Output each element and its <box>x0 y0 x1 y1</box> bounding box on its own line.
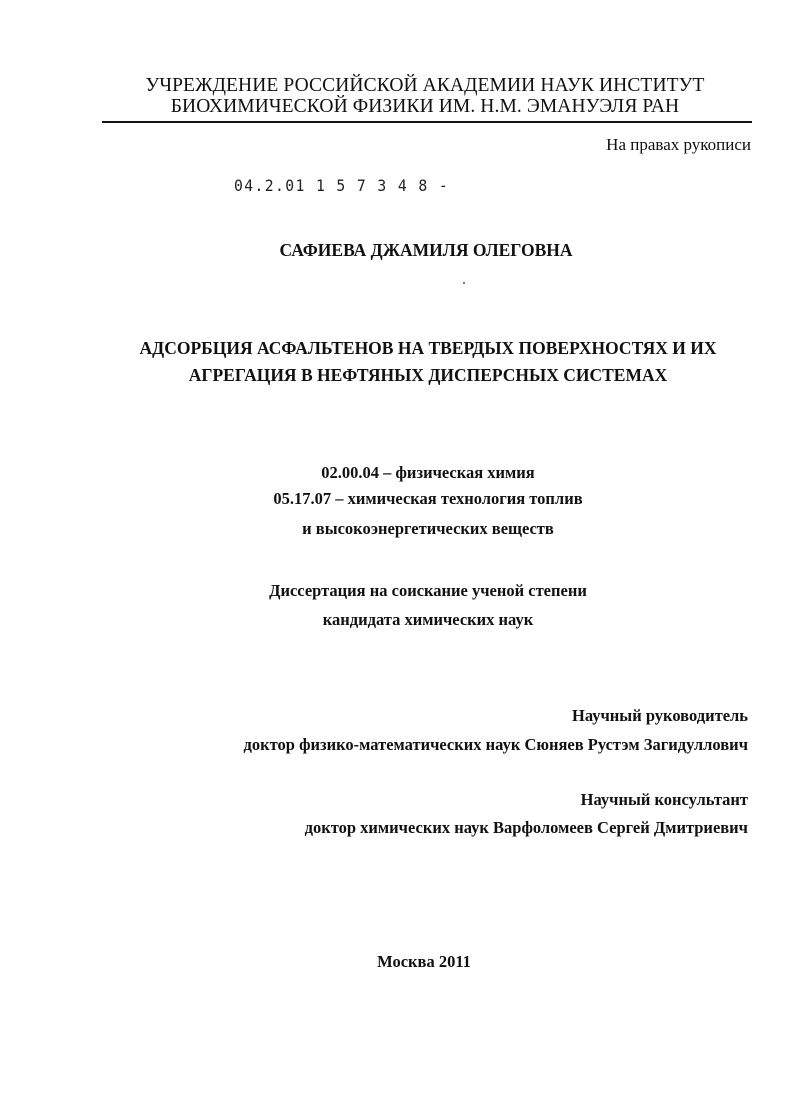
header-divider <box>102 121 752 123</box>
place-and-year: Москва 2011 <box>377 952 471 971</box>
supervisor-name: доктор физико-математических наук Сюняев Рустэм Загидуллович <box>243 735 748 754</box>
scan-speck <box>463 282 465 284</box>
rights-note: На правах рукописи <box>606 135 751 154</box>
consultant-role: Научный консультант <box>580 790 748 809</box>
specialty-line-3: и высокоэнергетических веществ <box>302 519 554 538</box>
institution-line-1: УЧРЕЖДЕНИЕ РОССИЙСКОЙ АКАДЕМИИ НАУК ИНСТИТУТ <box>145 75 705 96</box>
institution-line-2: БИОХИМИЧЕСКОЙ ФИЗИКИ ИМ. Н.М. ЭМАНУЭЛЯ РАН <box>170 96 680 117</box>
registration-stamp-number: 04.2.01 1 5 7 3 4 8 - <box>234 176 450 195</box>
degree-line-2: кандидата химических наук <box>322 610 534 629</box>
consultant-name: доктор химических наук Варфоломеев Сергей Дмитриевич <box>304 818 748 837</box>
supervisor-role: Научный руководитель <box>572 706 748 725</box>
degree-line-1: Диссертация на соискание ученой степени <box>269 581 587 600</box>
thesis-title-line-1: АДСОРБЦИЯ АСФАЛЬТЕНОВ НА ТВЕРДЫХ ПОВЕРХНОСТЯХ И ИХ <box>139 338 717 358</box>
author-name: САФИЕВА ДЖАМИЛЯ ОЛЕГОВНА <box>279 240 573 260</box>
thesis-title-line-2: АГРЕГАЦИЯ В НЕФТЯНЫХ ДИСПЕРСНЫХ СИСТЕМАХ <box>188 365 668 385</box>
specialty-line-1: 02.00.04 – физическая химия <box>321 463 535 482</box>
specialty-line-2: 05.17.07 – химическая технология топлив <box>273 489 583 508</box>
